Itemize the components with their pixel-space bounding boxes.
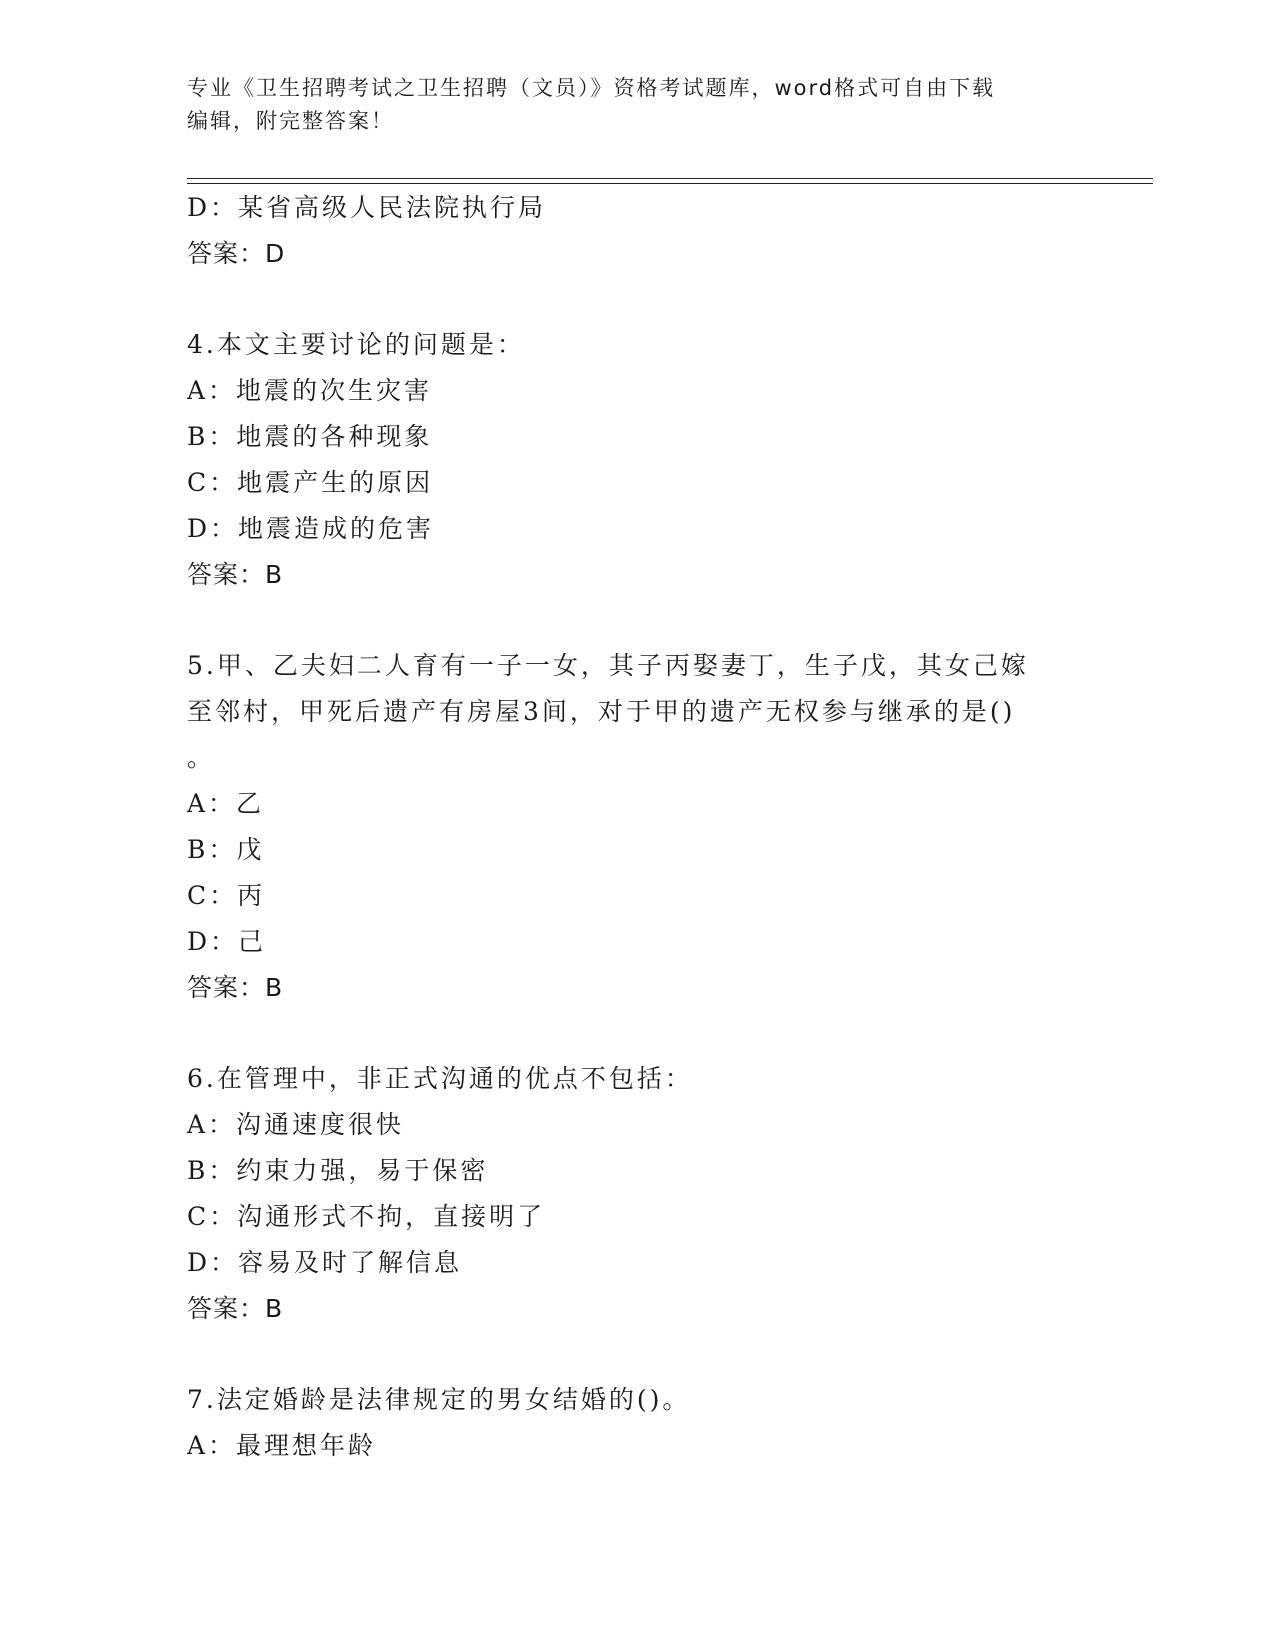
option-a: A：最理想年龄	[187, 1431, 377, 1460]
header-line-2: 编辑，附完整答案！	[187, 109, 394, 133]
option-c: C：沟通形式不拘，直接明了	[187, 1202, 546, 1231]
option-b: B：地震的各种现象	[187, 422, 433, 451]
option-a: A：乙	[187, 789, 265, 818]
question-stem-line-3: 。	[187, 743, 216, 772]
option-a: A：地震的次生灾害	[187, 376, 433, 405]
option-a: A：沟通速度很快	[187, 1110, 405, 1139]
option-d: D：某省高级人民法院执行局	[187, 193, 547, 222]
option-b: B：约束力强，易于保密	[187, 1156, 489, 1185]
question-5	[187, 643, 1087, 1011]
header-divider-top	[187, 178, 1153, 179]
option-c: C：地震产生的原因	[187, 468, 434, 497]
header-line-1: 专业《卫生招聘考试之卫生招聘（文员）》资格考试题库，word格式可自由下载	[187, 76, 996, 100]
option-b: B：戊	[187, 835, 265, 864]
answer: 答案：B	[187, 973, 284, 1002]
option-d: D：地震造成的危害	[187, 514, 435, 543]
document-header	[187, 72, 1087, 138]
answer: 答案：D	[187, 239, 286, 268]
question-stem-line-1: 5.甲、乙夫妇二人育有一子一女，其子丙娶妻丁，生子戊，其女己嫁	[187, 651, 1029, 680]
question-list	[187, 185, 1087, 1469]
answer: 答案：B	[187, 1294, 284, 1323]
header-divider-bottom	[187, 183, 1153, 184]
option-c: C：丙	[187, 881, 266, 910]
answer: 答案：B	[187, 560, 284, 589]
question-7	[187, 1377, 1087, 1469]
question-stem: 7.法定婚龄是法律规定的男女结婚的()。	[187, 1385, 691, 1414]
question-stem: 4.本文主要讨论的问题是：	[187, 330, 525, 359]
question-stem: 6.在管理中，非正式沟通的优点不包括：	[187, 1064, 693, 1093]
option-d: D：容易及时了解信息	[187, 1248, 463, 1277]
question-6	[187, 1056, 1087, 1332]
question-stem-line-2: 至邻村，甲死后遗产有房屋3间，对于甲的遗产无权参与继承的是()	[187, 697, 1016, 726]
question-4	[187, 322, 1087, 598]
option-d: D：己	[187, 927, 267, 956]
